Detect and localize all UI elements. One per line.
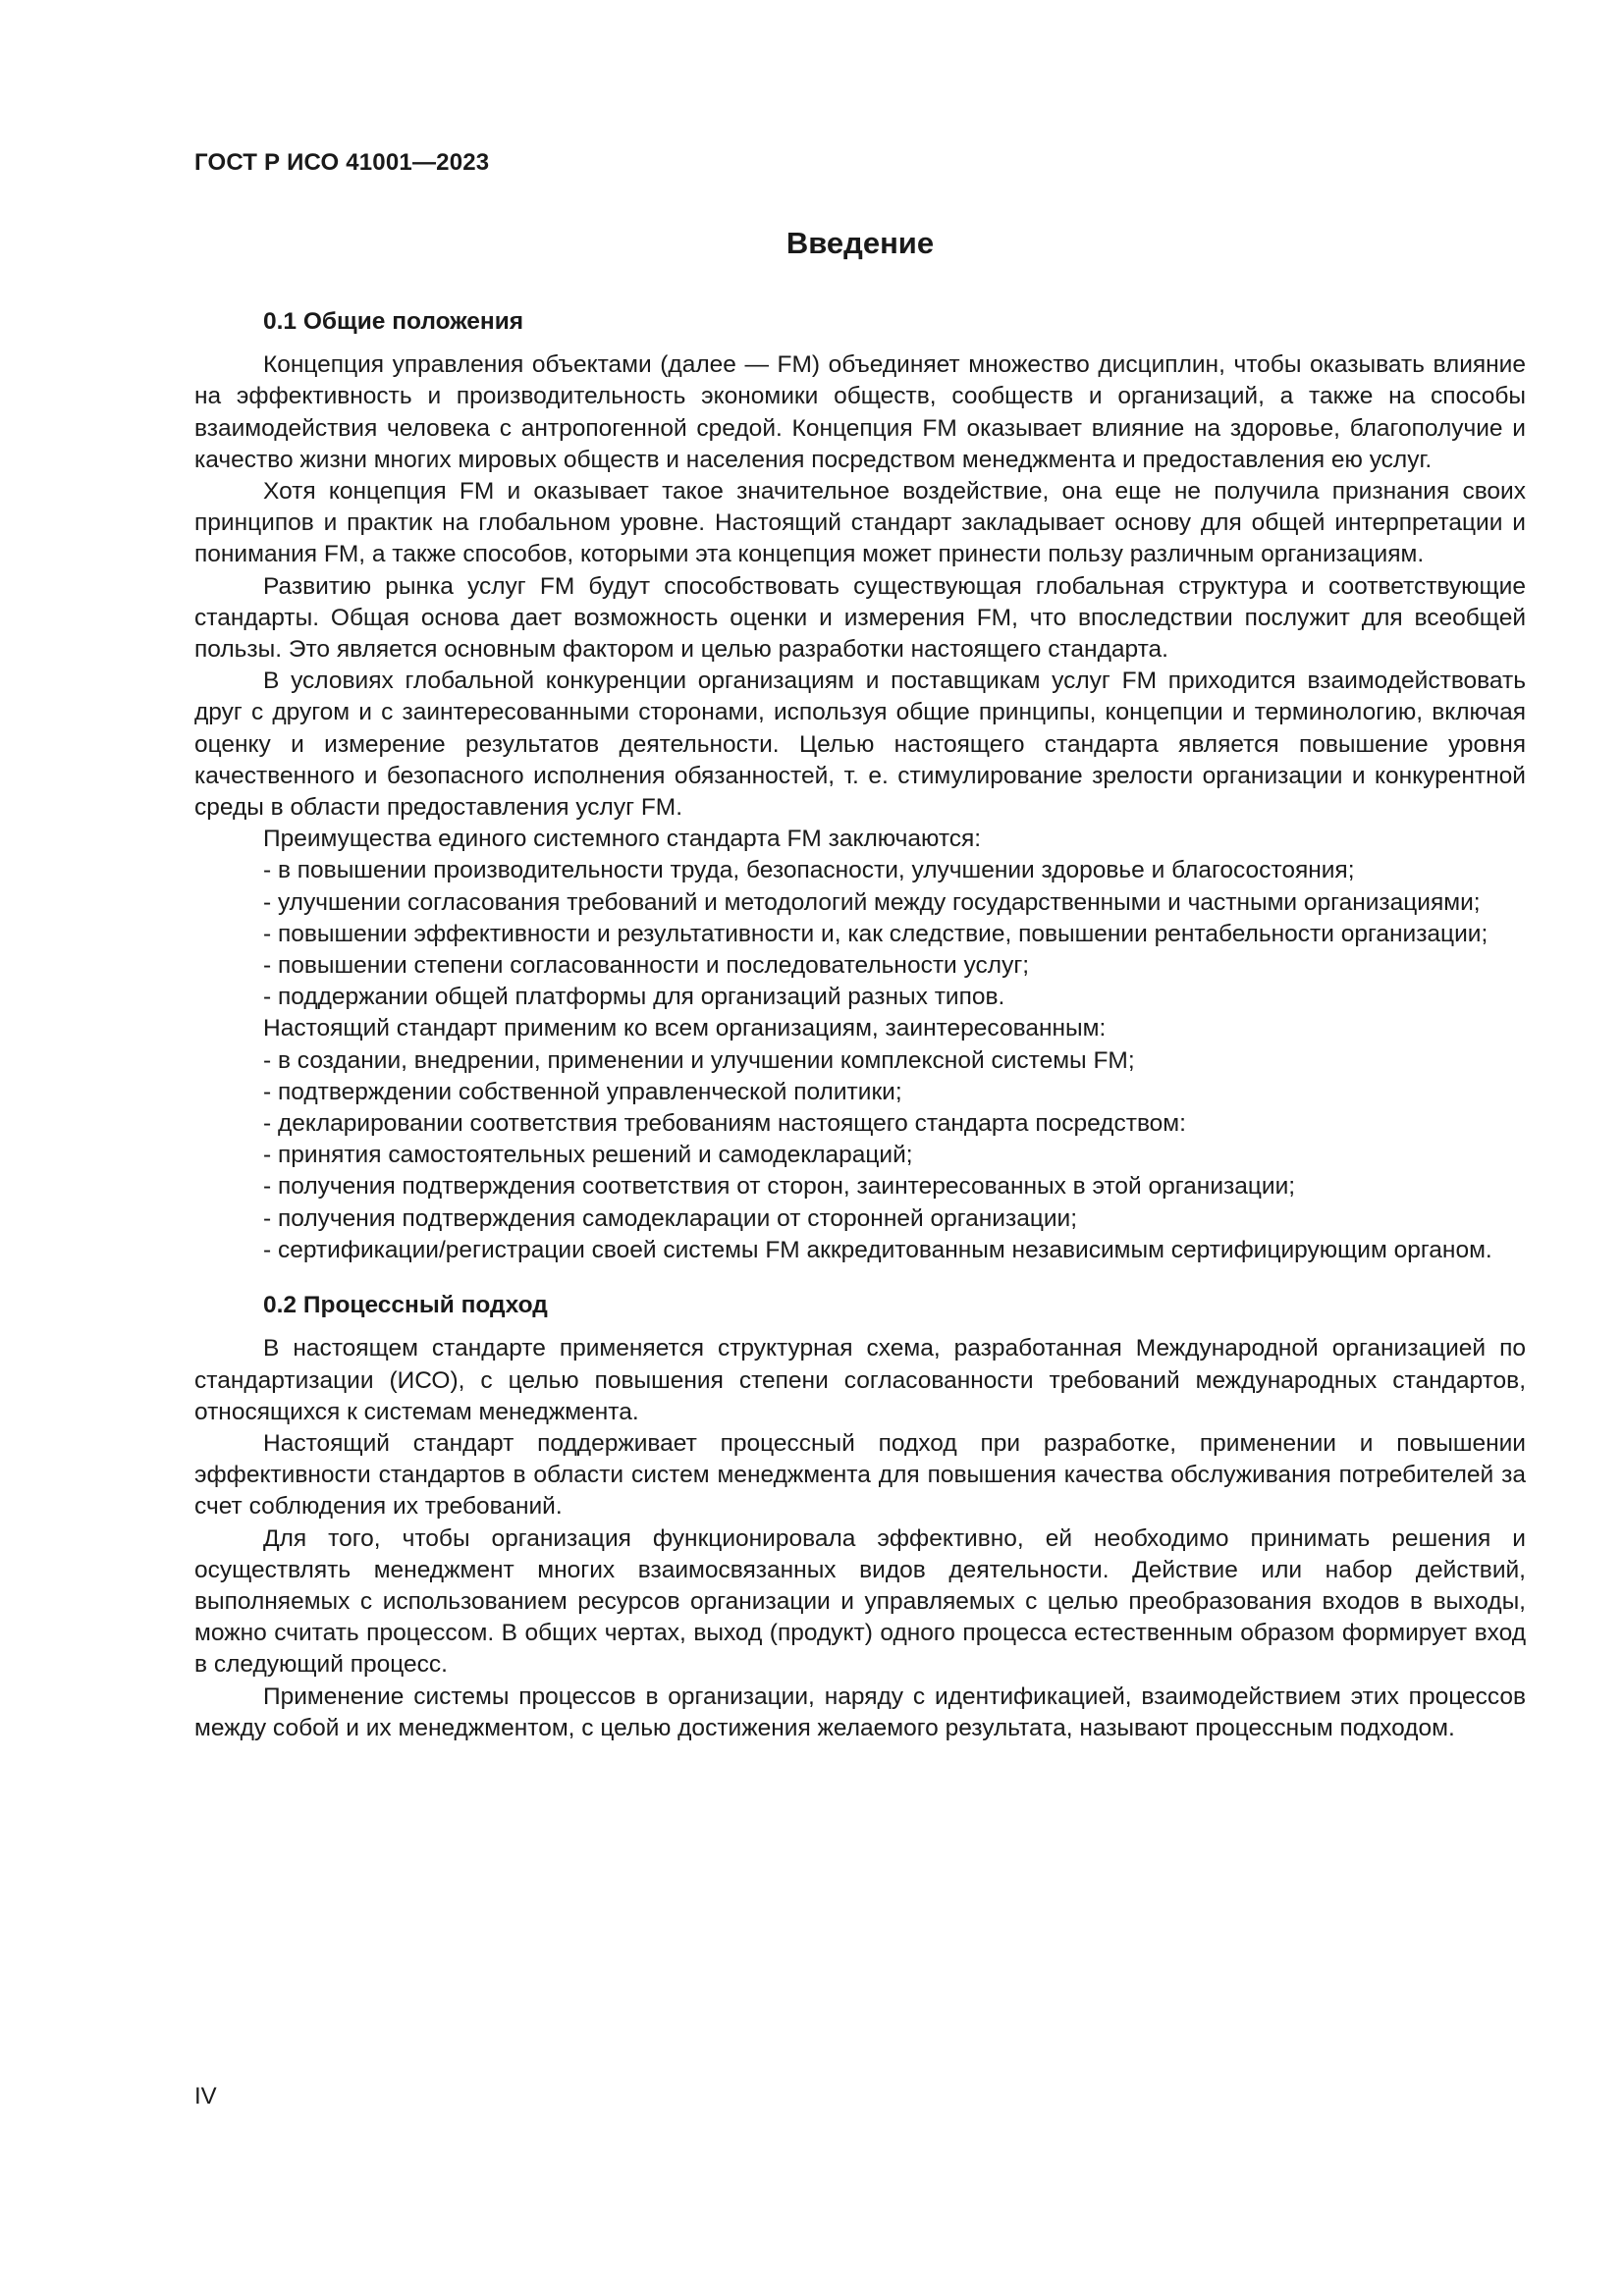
page-title: Введение	[785, 226, 935, 260]
list-item: - декларировании соответствия требованиям настоящего стандарта посредством:	[263, 1110, 1186, 1138]
paragraph: Настоящий стандарт применим ко всем организациям, заинтересованным:	[263, 1015, 1107, 1042]
section-heading-process-approach: 0.2 Процессный подход	[263, 1292, 548, 1319]
list-item: - поддержании общей платформы для организаций разных типов.	[263, 984, 1005, 1011]
paragraph: Концепция управления объектами (далее — FM) объединяет множество дисциплин, чтобы оказывать влияние на эффективность и производительность экономики обществ, сообществ и организаций, а также на способы взаимодействия человека с антропогенной средой. Концепция FM оказывает влияние на здоровье, благополучие и качество жизни многих мировых обществ и населения посредством менеджмента и предоставления ею услуг.	[194, 351, 1526, 473]
list-item: - в повышении производительности труда, безопасности, улучшении здоровье и благосостояния;	[263, 857, 1355, 884]
list-item: - принятия самостоятельных решений и самодеклараций;	[263, 1142, 913, 1169]
paragraph: Применение системы процессов в организации, наряду с идентификацией, взаимодействием этих процессов между собой и их менеджментом, с целью достижения желаемого результата, называют процессным подходом.	[194, 1682, 1526, 1741]
paragraph: Хотя концепция FM и оказывает такое значительное воздействие, она еще не получила признания своих принципов и практик на глобальном уровне. Настоящий стандарт закладывает основу для общей интерпретации и понимания FM, а также способов, которыми эта концепция может принести пользу различным организациям.	[194, 478, 1526, 568]
list-item: - повышении эффективности и результативности и, как следствие, повышении рентабельности организации;	[263, 920, 1489, 947]
list-item: - подтверждении собственной управленческой политики;	[263, 1078, 902, 1105]
section-heading-general: 0.1 Общие положения	[263, 308, 524, 335]
paragraph: Развитию рынка услуг FM будут способствовать существующая глобальная структура и соответствующие стандарты. Общая основа дает возможность оценки и измерения FM, что впоследствии послужит для всеобщей пользы. Это является основным фактором и целью разработки настоящего стандарта.	[194, 572, 1526, 664]
list-item: - повышении степени согласованности и последовательности услуг;	[263, 952, 1030, 980]
paragraph: Преимущества единого системного стандарта FM заключаются:	[263, 826, 982, 853]
document-code: ГОСТ Р ИСО 41001—2023	[194, 149, 490, 176]
document-body	[194, 306, 1526, 1744]
list-item: - получения подтверждения самодекларации от сторонней организации;	[263, 1204, 1078, 1232]
paragraph: В условиях глобальной конкуренции организациям и поставщикам услуг FM приходится взаимодействовать друг с другом и с заинтересованными сторонами, используя общие принципы, концепции и терминологию, включая оценку и измерение результатов деятельности. Целью настоящего стандарта является повышение уровня качественного и безопасного исполнения обязанностей, т. е. стимулирование зрелости организации и конкурентной среды в области предоставления услуг FM.	[194, 667, 1526, 822]
list-item: - улучшении согласования требований и методологий между государственными и частными организациями;	[263, 888, 1481, 916]
page-number: IV	[194, 2083, 217, 2109]
list-item: - в создании, внедрении, применении и улучшении комплексной системы FM;	[263, 1046, 1135, 1074]
paragraph: Настоящий стандарт поддерживает процессный подход при разработке, применении и повышении эффективности стандартов в области систем менеджмента для повышения качества обслуживания потребителей за счет соблюдения их требований.	[194, 1429, 1526, 1521]
list-item: - сертификации/регистрации своей системы FM аккредитованным независимым сертифицирующим органом.	[263, 1236, 1492, 1263]
list-item: - получения подтверждения соответствия от сторон, заинтересованных в этой организации;	[263, 1173, 1296, 1201]
paragraph: Для того, чтобы организация функционировала эффективно, ей необходимо принимать решения и осуществлять менеджмент многих взаимосвязанных видов деятельности. Действие или набор действий, выполняемых с использованием ресурсов организации и управляемых с целью преобразования входов в выходы, можно считать процессом. В общих чертах, выход (продукт) одного процесса естественным образом формирует вход в следующий процесс.	[194, 1524, 1526, 1679]
paragraph: В настоящем стандарте применяется структурная схема, разработанная Международной организацией по стандартизации (ИСО), с целью повышения степени согласованности требований международных стандартов, относящихся к системам менеджмента.	[194, 1335, 1526, 1425]
